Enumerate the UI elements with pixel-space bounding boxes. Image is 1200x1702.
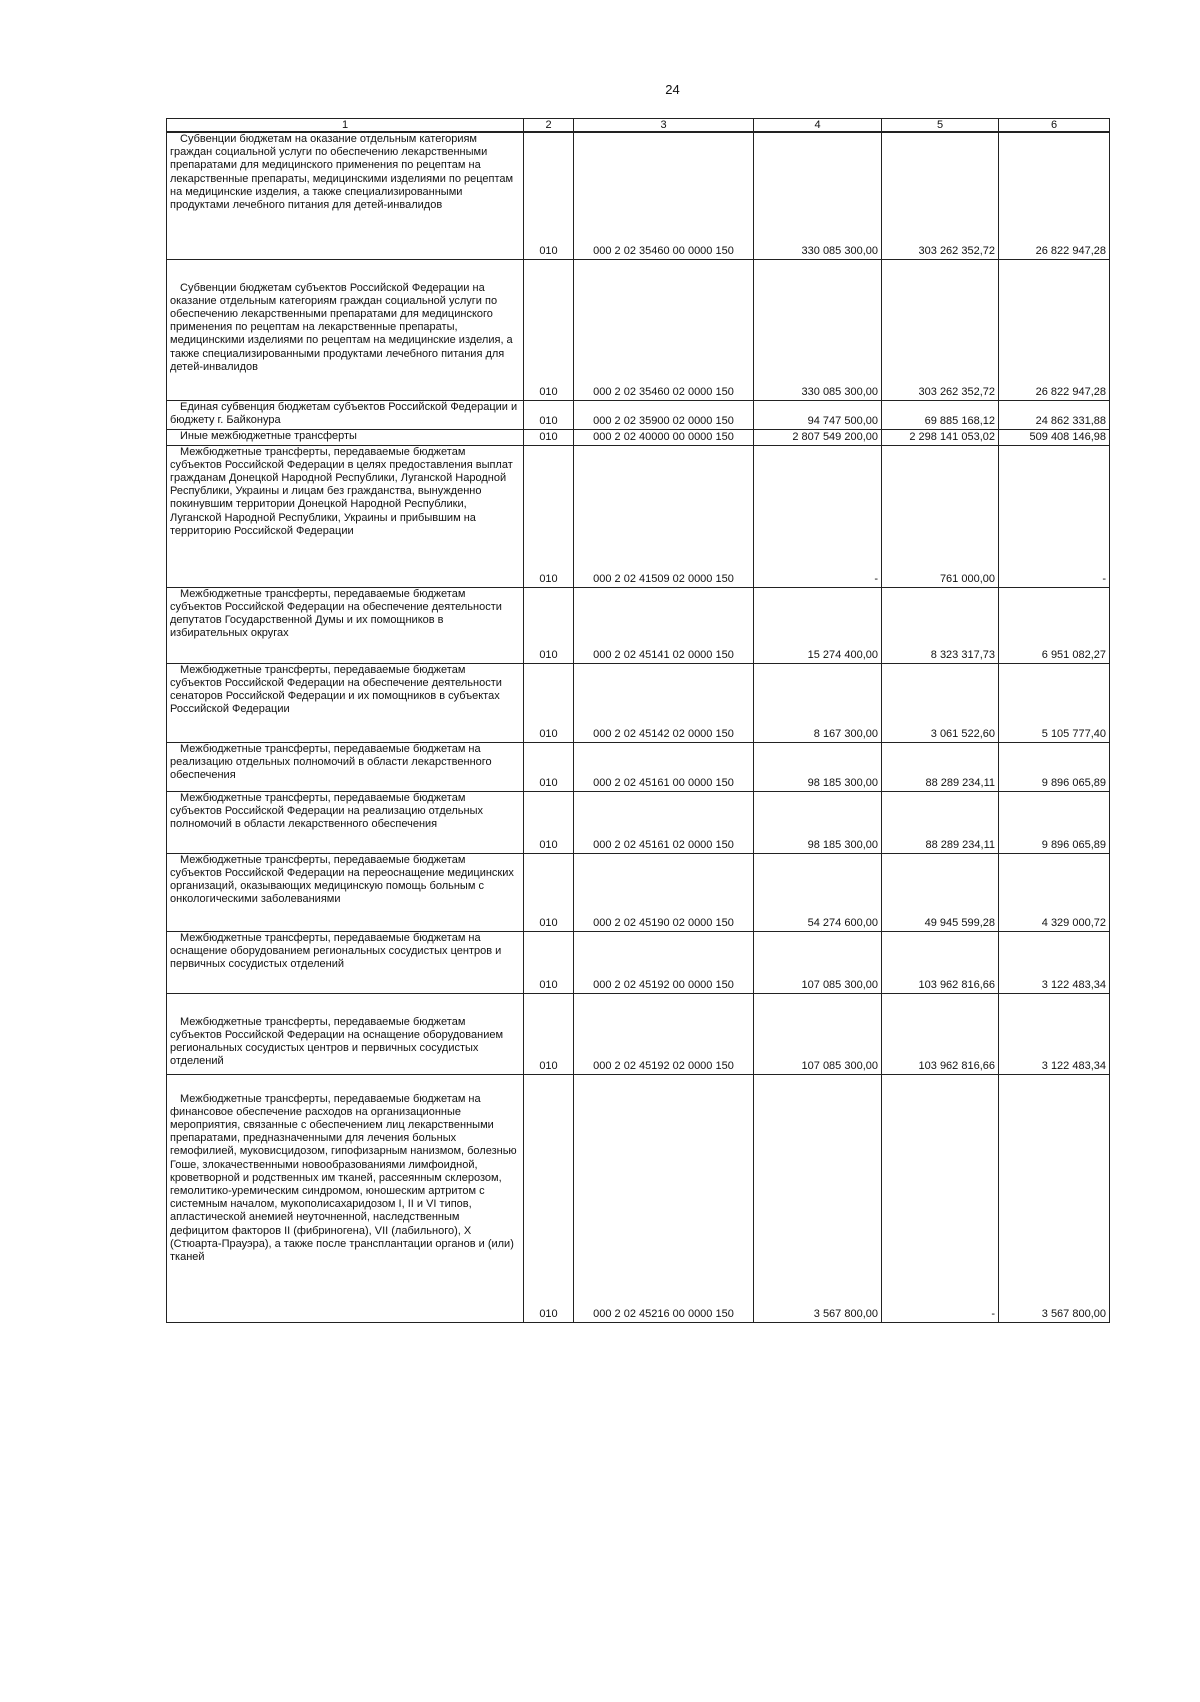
row-col6-cell: 3 122 483,34 xyxy=(999,993,1110,1074)
table-row xyxy=(167,931,1110,993)
row-code-cell: 010 xyxy=(524,1074,574,1322)
table-row xyxy=(167,993,1110,1074)
row-name-cell: Субвенции бюджетам субъектов Российской Федерации на оказание отдельным категориям граждан социальной услуги по обеспечению лекарственными препаратами для медицинского применения по рецептам на лекарственные препараты, медицинскими изделиями по рецептам на медицинские изделия, а также специализированными продуктами лечебного питания для детей-инвалидов xyxy=(167,259,524,400)
row-col4-cell: 98 185 300,00 xyxy=(754,791,882,853)
row-col6-cell: 3 122 483,34 xyxy=(999,931,1110,993)
row-kbk-cell: 000 2 02 45192 00 0000 150 xyxy=(574,931,754,993)
row-code-cell: 010 xyxy=(524,587,574,663)
row-kbk-cell: 000 2 02 45216 00 0000 150 xyxy=(574,1074,754,1322)
row-col5-cell: 88 289 234,11 xyxy=(882,742,999,791)
row-kbk-cell: 000 2 02 40000 00 0000 150 xyxy=(574,429,754,445)
row-col6-cell: 9 896 065,89 xyxy=(999,791,1110,853)
page-number: 24 xyxy=(665,82,680,97)
row-col4-cell: 54 274 600,00 xyxy=(754,853,882,931)
table-row xyxy=(167,853,1110,931)
row-code-cell: 010 xyxy=(524,259,574,400)
row-name-cell: Единая субвенция бюджетам субъектов Российской Федерации и бюджету г. Байконура xyxy=(167,400,524,429)
row-col5-cell: 103 962 816,66 xyxy=(882,993,999,1074)
column-header-1: 1 xyxy=(167,119,524,133)
row-col6-cell: 26 822 947,28 xyxy=(999,132,1110,259)
table-row xyxy=(167,259,1110,400)
table-header xyxy=(167,119,1110,133)
row-kbk-cell: 000 2 02 35460 02 0000 150 xyxy=(574,259,754,400)
row-col6-cell: 509 408 146,98 xyxy=(999,429,1110,445)
column-header-5: 5 xyxy=(882,119,999,133)
row-col4-cell: 330 085 300,00 xyxy=(754,259,882,400)
table-body xyxy=(167,132,1110,1322)
row-col6-cell: 3 567 800,00 xyxy=(999,1074,1110,1322)
row-col4-cell: 2 807 549 200,00 xyxy=(754,429,882,445)
table-row xyxy=(167,742,1110,791)
row-code-cell: 010 xyxy=(524,400,574,429)
row-name-cell: Межбюджетные трансферты, передаваемые бюджетам на финансовое обеспечение расходов на организационные мероприятия, связанные с обеспечением лиц лекарственными препаратами, предназначенными для лечения больных гемофилией, муковисцидозом, гипофизарным нанизмом, болезнью Гоше, злокачественными новообразованиями лимфоидной, кроветворной и родственных им тканей, рассеянным склерозом, гемолитико-уремическим синдромом, юношеским артритом с системным началом, мукополисахаридозом I, II и VI типов, апластической анемией неуточненной, наследственным дефицитом факторов II (фибриногена), VII (лабильного), X (Стюарта-Прауэра), а также после трансплантации органов и (или) тканей xyxy=(167,1074,524,1322)
column-header-6: 6 xyxy=(999,119,1110,133)
row-code-cell: 010 xyxy=(524,993,574,1074)
row-col5-cell: 49 945 599,28 xyxy=(882,853,999,931)
row-name-cell: Межбюджетные трансферты, передаваемые бюджетам субъектов Российской Федерации на реализацию отдельных полномочий в области лекарственного обеспечения xyxy=(167,791,524,853)
row-col4-cell: 8 167 300,00 xyxy=(754,663,882,742)
row-col4-cell: 330 085 300,00 xyxy=(754,132,882,259)
row-col5-cell: - xyxy=(882,1074,999,1322)
row-name-cell: Межбюджетные трансферты, передаваемые бюджетам субъектов Российской Федерации в целях предоставления выплат гражданам Донецкой Народной Республики, Луганской Народной Республики, Украины и лицам без гражданства, вынужденно покинувшим территории Донецкой Народной Республики, Луганской Народной Республики, Украины и прибывшим на территорию Российской Федерации xyxy=(167,445,524,587)
row-col5-cell: 88 289 234,11 xyxy=(882,791,999,853)
table-row xyxy=(167,663,1110,742)
row-col6-cell: 6 951 082,27 xyxy=(999,587,1110,663)
row-kbk-cell: 000 2 02 35900 02 0000 150 xyxy=(574,400,754,429)
row-name-cell: Иные межбюджетные трансферты xyxy=(167,429,524,445)
row-col4-cell: 94 747 500,00 xyxy=(754,400,882,429)
row-kbk-cell: 000 2 02 45192 02 0000 150 xyxy=(574,993,754,1074)
row-code-cell: 010 xyxy=(524,791,574,853)
table-row xyxy=(167,132,1110,259)
row-col5-cell: 69 885 168,12 xyxy=(882,400,999,429)
table-row xyxy=(167,400,1110,429)
row-code-cell: 010 xyxy=(524,742,574,791)
column-header-2: 2 xyxy=(524,119,574,133)
row-name-cell: Межбюджетные трансферты, передаваемые бюджетам на оснащение оборудованием региональных сосудистых центров и первичных сосудистых отделений xyxy=(167,931,524,993)
row-code-cell: 010 xyxy=(524,663,574,742)
row-col4-cell: 107 085 300,00 xyxy=(754,931,882,993)
row-col5-cell: 303 262 352,72 xyxy=(882,259,999,400)
row-col6-cell: 4 329 000,72 xyxy=(999,853,1110,931)
row-col6-cell: 26 822 947,28 xyxy=(999,259,1110,400)
row-col5-cell: 2 298 141 053,02 xyxy=(882,429,999,445)
table-row xyxy=(167,1074,1110,1322)
table-row xyxy=(167,587,1110,663)
budget-execution-table xyxy=(166,118,1110,1323)
row-name-cell: Межбюджетные трансферты, передаваемые бюджетам субъектов Российской Федерации на обеспечение деятельности сенаторов Российской Федерации и их помощников в субъектах Российской Федерации xyxy=(167,663,524,742)
row-col5-cell: 761 000,00 xyxy=(882,445,999,587)
row-code-cell: 010 xyxy=(524,429,574,445)
row-col5-cell: 3 061 522,60 xyxy=(882,663,999,742)
row-col4-cell: 3 567 800,00 xyxy=(754,1074,882,1322)
row-name-cell: Межбюджетные трансферты, передаваемые бюджетам субъектов Российской Федерации на оснащение оборудованием региональных сосудистых центров и первичных сосудистых отделений xyxy=(167,993,524,1074)
row-col6-cell: 5 105 777,40 xyxy=(999,663,1110,742)
row-kbk-cell: 000 2 02 45161 00 0000 150 xyxy=(574,742,754,791)
row-code-cell: 010 xyxy=(524,853,574,931)
row-kbk-cell: 000 2 02 45141 02 0000 150 xyxy=(574,587,754,663)
row-kbk-cell: 000 2 02 45142 02 0000 150 xyxy=(574,663,754,742)
row-col6-cell: 24 862 331,88 xyxy=(999,400,1110,429)
table-row xyxy=(167,445,1110,587)
table-row xyxy=(167,429,1110,445)
row-name-cell: Субвенции бюджетам на оказание отдельным категориям граждан социальной услуги по обеспечению лекарственными препаратами для медицинского применения по рецептам на лекарственные препараты, медицинскими изделиями по рецептам на медицинские изделия, а также специализированными продуктами лечебного питания для детей-инвалидов xyxy=(167,132,524,259)
table-row xyxy=(167,791,1110,853)
row-name-cell: Межбюджетные трансферты, передаваемые бюджетам на реализацию отдельных полномочий в области лекарственного обеспечения xyxy=(167,742,524,791)
row-col4-cell: 98 185 300,00 xyxy=(754,742,882,791)
row-name-cell: Межбюджетные трансферты, передаваемые бюджетам субъектов Российской Федерации на обеспечение деятельности депутатов Государственной Думы и их помощников в избирательных округах xyxy=(167,587,524,663)
row-kbk-cell: 000 2 02 45161 02 0000 150 xyxy=(574,791,754,853)
row-col6-cell: 9 896 065,89 xyxy=(999,742,1110,791)
row-kbk-cell: 000 2 02 41509 02 0000 150 xyxy=(574,445,754,587)
row-name-cell: Межбюджетные трансферты, передаваемые бюджетам субъектов Российской Федерации на переоснащение медицинских организаций, оказывающих медицинскую помощь больным с онкологическими заболеваниями xyxy=(167,853,524,931)
row-col4-cell: 15 274 400,00 xyxy=(754,587,882,663)
row-col6-cell: - xyxy=(999,445,1110,587)
row-kbk-cell: 000 2 02 35460 00 0000 150 xyxy=(574,132,754,259)
row-col5-cell: 8 323 317,73 xyxy=(882,587,999,663)
row-code-cell: 010 xyxy=(524,445,574,587)
row-col4-cell: 107 085 300,00 xyxy=(754,993,882,1074)
row-col5-cell: 303 262 352,72 xyxy=(882,132,999,259)
row-code-cell: 010 xyxy=(524,132,574,259)
column-header-4: 4 xyxy=(754,119,882,133)
row-kbk-cell: 000 2 02 45190 02 0000 150 xyxy=(574,853,754,931)
row-col4-cell: - xyxy=(754,445,882,587)
header-row xyxy=(167,119,1110,133)
row-col5-cell: 103 962 816,66 xyxy=(882,931,999,993)
row-code-cell: 010 xyxy=(524,931,574,993)
column-header-3: 3 xyxy=(574,119,754,133)
